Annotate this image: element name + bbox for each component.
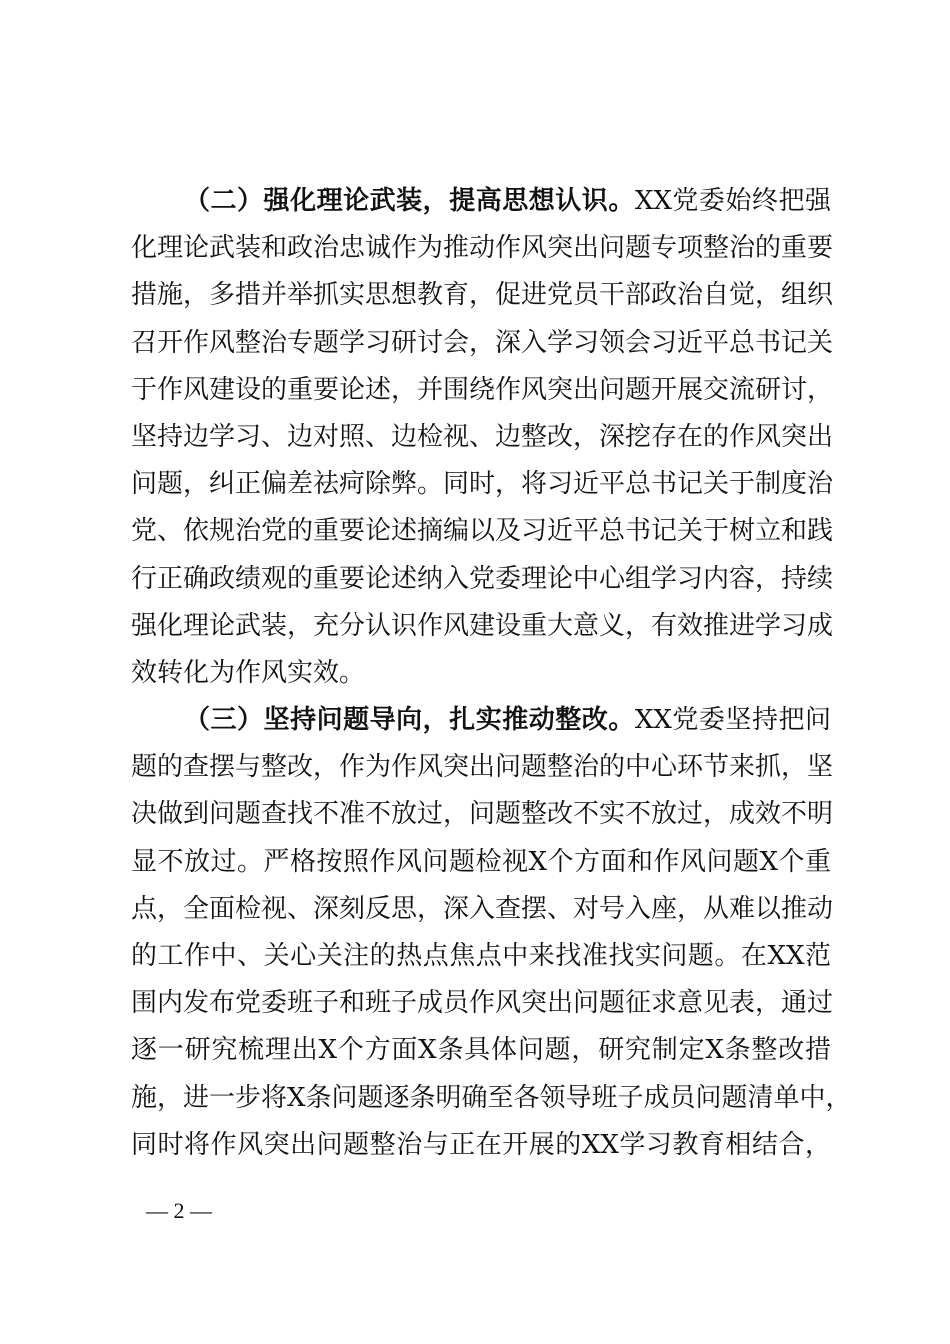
paragraph-line: 点，全面检视、深刻反思，深入查摆、对号入座，从难以推动 — [131, 893, 834, 924]
paragraph-line: 同时将作风突出问题整治与正在开展的XX学习教育相结合， — [131, 1129, 831, 1160]
paragraph-line: 施，进一步将X条问题逐条明确至各领导班子成员问题清单中， — [131, 1082, 852, 1113]
paragraph-line: 行正确政绩观的重要论述纳入党委理论中心组学习内容，持续 — [131, 563, 834, 594]
paragraph-line: 坚持边学习、边对照、边检视、边整改，深挖存在的作风突出 — [131, 421, 834, 452]
paragraph-text: XX党委始终把强 — [634, 186, 831, 216]
paragraph-line: 的工作中、关心关注的热点焦点中来找准找实问题。在XX范 — [131, 941, 831, 971]
page-number: — 2 — — [146, 1198, 212, 1223]
paragraph-text: XX党委坚持把问 — [634, 705, 831, 736]
paragraph-line — [131, 178, 831, 225]
paragraph-line: 强化理论武装，充分认识作风建设重大意义，有效推进学习成 — [131, 610, 834, 641]
paragraph-line: 决做到问题查找不准不放过，问题整改不实不放过，成效不明 — [131, 799, 834, 830]
paragraph-line: 于作风建设的重要论述，并围绕作风突出问题开展交流研讨， — [131, 374, 834, 405]
section-heading: （三）坚持问题导向，扎实推动整改。 — [184, 705, 635, 736]
paragraph-line: 化理论武装和政治忠诚作为推动作风突出问题专项整治的重要 — [131, 233, 834, 264]
paragraph-line: 效转化为作风实效。 — [131, 657, 366, 688]
paragraph-line — [131, 697, 831, 744]
paragraph-line: 显不放过。严格按照作风问题检视X个方面和作风问题X个重 — [131, 846, 831, 877]
paragraph-line: 问题，纠正偏差祛疴除弊。同时，将习近平总书记关于制度治 — [131, 469, 834, 500]
paragraph-line: 题的查摆与整改，作为作风突出问题整治的中心环节来抓，坚 — [131, 752, 834, 783]
body-text — [131, 178, 852, 1169]
paragraph-line: 逐一研究梳理出X个方面X条具体问题，研究制定X条整改措 — [131, 1035, 831, 1066]
paragraph-line: 围内发布党委班子和班子成员作风突出问题征求意见表，通过 — [131, 988, 834, 1019]
paragraph-line: 措施，多措并举抓实思想教育，促进党员干部政治自觉，组织 — [131, 280, 834, 311]
paragraph-line: 党、依规治党的重要论述摘编以及习近平总书记关于树立和践 — [131, 516, 834, 547]
paragraph-line: 召开作风整治专题学习研讨会，深入学习领会习近平总书记关 — [131, 327, 834, 358]
section-heading: （二）强化理论武装，提高思想认识。 — [184, 186, 635, 216]
